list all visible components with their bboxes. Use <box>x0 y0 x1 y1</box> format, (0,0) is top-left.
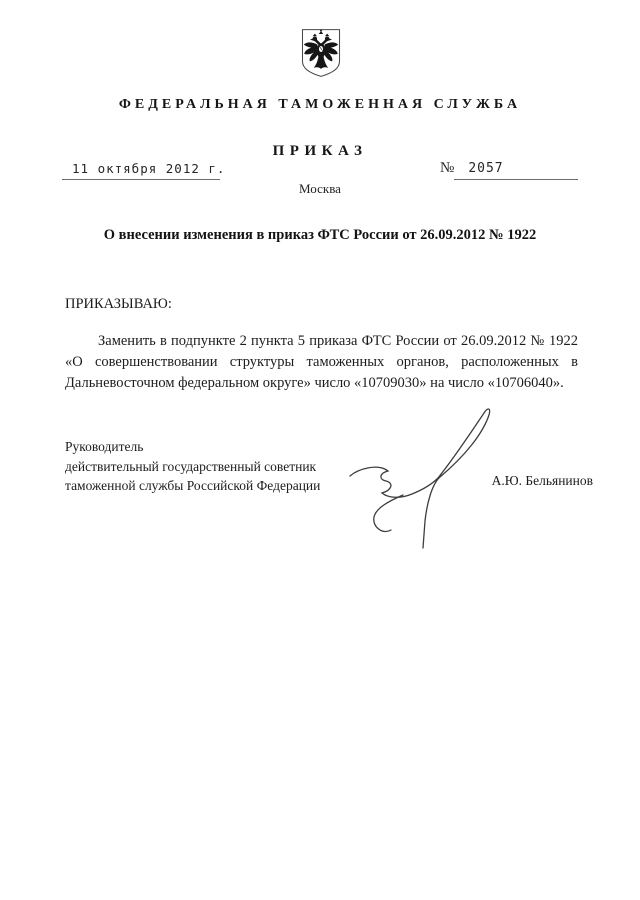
city-label: Москва <box>299 181 341 196</box>
document-title: О внесении изменения в приказ ФТС России от 26.09.2012 № 1922 <box>103 227 537 243</box>
body-paragraph: Заменить в подпункте 2 пункта 5 приказа ФТС России от 26.09.2012 № 1922 «О совершенствовании структуры таможенных органов, расположенных в Дальневосточном федеральном округе» число «10709030» на число «10706040». <box>65 333 578 391</box>
document-type-heading: ПРИКАЗ <box>272 143 368 159</box>
signatory-name: А.Ю. Бельянинов <box>491 473 593 488</box>
number-field <box>440 160 578 180</box>
signatory-position-line: действительный государственный советник <box>65 458 317 474</box>
date-field: 11 октября 2012 г. <box>62 161 220 180</box>
signatory-position-line: таможенной службы Российской Федерации <box>65 478 321 493</box>
handwritten-signature-icon <box>344 393 500 553</box>
russian-coat-of-arms-icon <box>298 27 344 79</box>
number-value: 2057 <box>454 161 578 180</box>
order-word: ПРИКАЗЫВАЮ: <box>65 296 172 312</box>
signatory-position-line: Руководитель <box>65 439 144 454</box>
number-sign: № <box>440 160 455 176</box>
agency-name: ФЕДЕРАЛЬНАЯ ТАМОЖЕННАЯ СЛУЖБА <box>118 97 522 112</box>
signatory-position-block <box>65 437 320 496</box>
